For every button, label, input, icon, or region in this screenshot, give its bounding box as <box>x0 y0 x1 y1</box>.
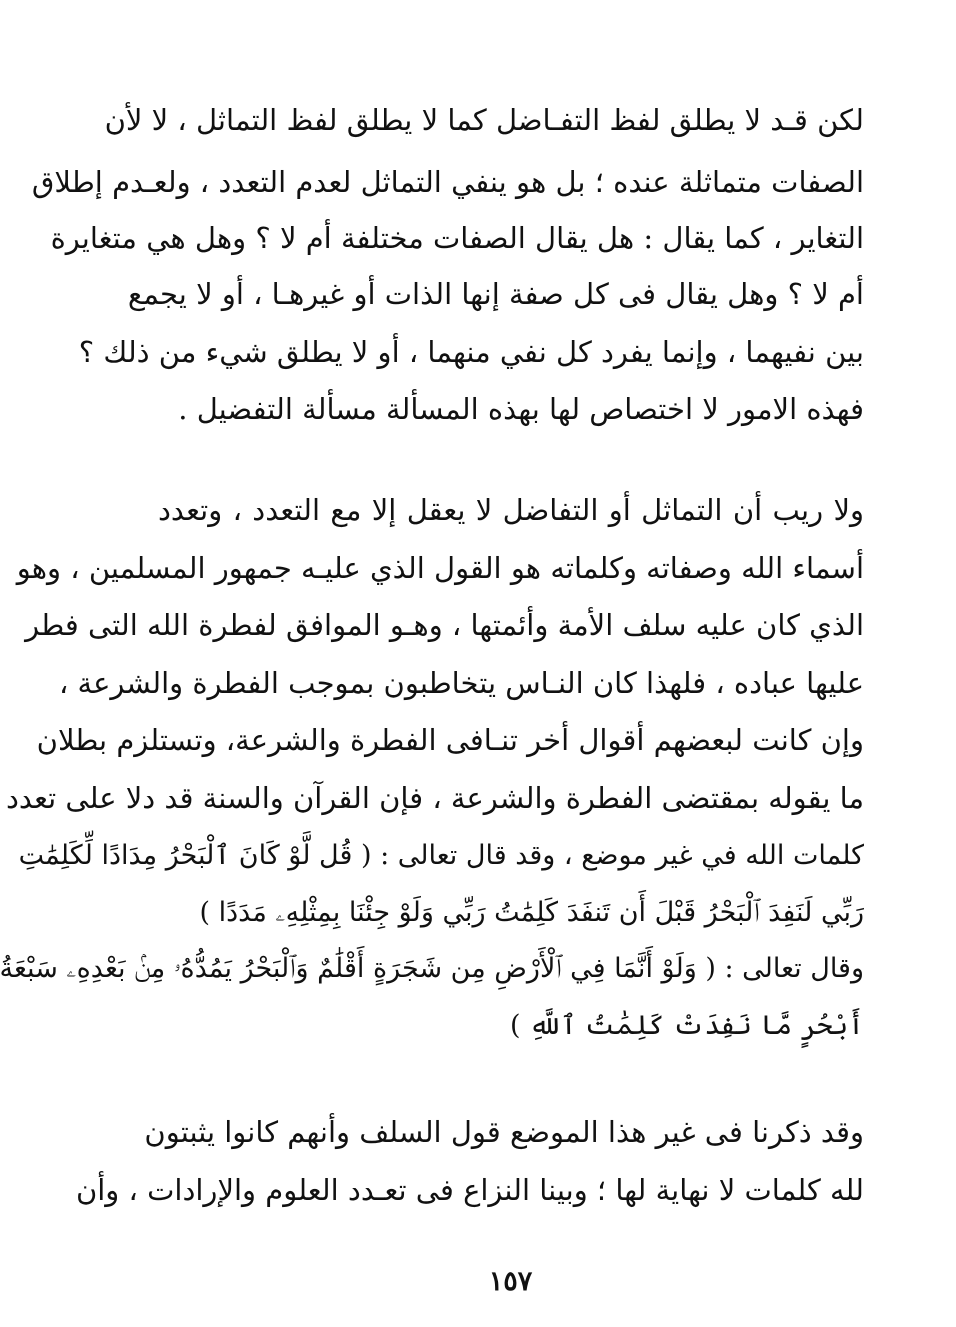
text-line-18: لله كلمات لا نهاية لها ؛ وبينا النزاع فى تعـدد العلوم والإرادات ، وأن <box>75 1173 864 1207</box>
text-line-3: التغاير ، كما يقال : هل يقال الصفات مختلفة أم لا ؟ وهل هي متغايرة <box>50 221 864 255</box>
text-line-8: أسماء الله وصفاته وكلماته هو القول الذي عليـه جمهور المسلمين ، وهو <box>16 551 864 585</box>
quran-verse-line-2: وقال تعالى : ( وَلَوْ أَنَّمَا فِي ٱلْأَرْضِ مِن شَجَرَةٍ أَقْلَٰمٌ وَٱلْبَحْرُ يَمُدُّهُۥ مِنۢ بَعْدِهِۦ سَبْعَةُ <box>0 953 864 984</box>
text-line-17: وقد ذكرنا فى غير هذا الموضع قول السلف وأنهم كانوا يثبتون <box>144 1115 864 1149</box>
text-line-10: عليها عباده ، فلهذا كان النـاس يتخاطبون بموجب الفطرة والشرعة ، <box>58 666 864 700</box>
page-number: ١٥٧ <box>488 1266 533 1297</box>
text-line-1: لكن قـد لا يطلق لفظ التفـاضل كما لا يطلق لفظ التماثل ، لا لأن <box>104 103 864 137</box>
text-line-13: كلمات الله في غير موضع ، وقد قال تعالى : ( قُل لَّوْ كَانَ ٱلْبَحْرُ مِدَادًا لِّكَلِمَٰتِ <box>18 840 864 871</box>
text-line-11: وإن كانت لبعضهم أقوال أخر تنـافى الفطرة والشرعة، وتستلزم بطلان <box>36 723 864 757</box>
text-line-12: ما يقوله بمقتضى الفطرة والشرعة ، فإن القرآن والسنة قد دلا على تعدد <box>6 781 864 815</box>
quran-verse-line-3: أَبْحُرٍ مَّا نَفِدَتْ كَلِمَٰتُ ٱللَّهِ ) <box>509 1010 864 1041</box>
text-line-6: فهذه الامور لا اختصاص لها بهذه المسألة مسألة التفضيل . <box>178 392 864 426</box>
text-line-4: أم لا ؟ وهل يقال فى كل صفة إنها الذات أو غيرهـا ، أو لا يجمع <box>127 277 864 311</box>
quran-verse-line-1: رَبِّي لَنَفِدَ ٱلْبَحْرُ قَبْلَ أَن تَنفَدَ كَلِمَٰتُ رَبِّي وَلَوْ جِئْنَا بِمِثْلِهِۦ مَدَدًا ) <box>199 897 864 928</box>
text-line-9: الذي كان عليه سلف الأمة وأئمتها ، وهـو الموافق لفطرة الله التى فطر <box>25 608 864 642</box>
text-line-5: بين نفيهما ، وإنما يفرد كل نفي منهما ، أو لا يطلق شيء من ذلك ؟ <box>78 335 864 369</box>
text-line-7: ولا ريب أن التماثل أو التفاضل لا يعقل إلا مع التعدد ، وتعدد <box>158 493 864 527</box>
text-line-2: الصفات متماثلة عنده ؛ بل هو ينفي التماثل لعدم التعدد ، ولعـدم إطلاق <box>31 165 864 199</box>
